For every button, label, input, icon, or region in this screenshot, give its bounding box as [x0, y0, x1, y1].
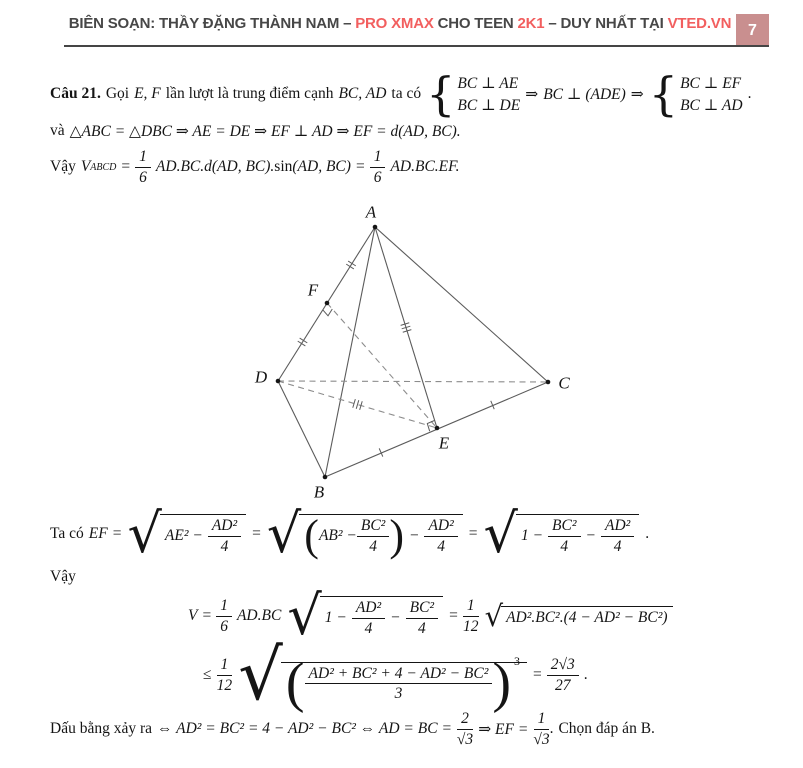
fraction — [208, 517, 241, 555]
denominator: 6 — [373, 168, 382, 186]
edge-DC — [278, 381, 548, 382]
numerator: 2 — [457, 710, 473, 729]
radical-sign — [127, 513, 161, 555]
square-root — [267, 513, 463, 555]
radical-sign — [267, 513, 301, 555]
vertex-dot-A — [373, 225, 378, 230]
denominator: 6 — [139, 168, 147, 186]
denominator: 4 — [560, 537, 569, 555]
math-run: 1 − — [520, 527, 544, 545]
text-run: ta có — [391, 85, 422, 102]
numerator: ( AD² + BC² + 4 − AD² − BC² — [305, 665, 493, 684]
denominator: 27 — [555, 676, 571, 694]
edge-FE — [327, 303, 437, 428]
period: . — [549, 720, 554, 737]
volume-formula-line — [50, 146, 459, 188]
numerator: 1 — [463, 597, 479, 616]
denominator: 12 — [216, 676, 233, 694]
square-root — [484, 513, 640, 555]
math-run: 1 − — [324, 609, 347, 627]
subscript: ABCD — [90, 161, 117, 173]
numerator: 1 — [217, 656, 233, 675]
text-run: Vậy — [50, 158, 76, 175]
equals-sign: = — [355, 158, 365, 175]
edge-AB — [325, 227, 375, 477]
inequality-line — [203, 642, 588, 708]
numerator: BC² — [406, 599, 438, 618]
radical-sign — [238, 648, 283, 703]
header-rule — [64, 45, 769, 47]
vertex-label-A: A — [365, 202, 377, 222]
case-row: BC ⊥ DE — [457, 96, 521, 114]
text-run: Ta có — [50, 525, 84, 542]
math-run: AD.BC.d(AD, BC). — [155, 158, 275, 175]
case-row: { BC ⊥ EF — [680, 74, 742, 92]
minus-sign: − — [409, 527, 420, 545]
denominator: √3 — [533, 730, 550, 748]
vertex-dot-F — [325, 301, 330, 306]
text-run: Vậy — [50, 568, 76, 585]
equals-sign: = — [468, 525, 478, 542]
equals-sign: = — [121, 158, 131, 175]
period: . — [747, 85, 752, 102]
text-run: Gọi — [105, 85, 130, 102]
denominator: 4 — [220, 537, 229, 555]
numerator: 1 — [135, 148, 151, 167]
math-run: △ABC = △DBC ⇒ AE = DE ⇒ EF ⊥ AD ⇒ EF = d(AD, BC). — [69, 122, 461, 140]
math-run: AD.BC — [236, 607, 282, 624]
numerator: AD² — [424, 517, 457, 536]
header-brand-vted: VTED.VN — [667, 15, 732, 32]
vay-label — [50, 566, 76, 588]
edge-DB — [278, 381, 325, 477]
period: . — [645, 525, 650, 542]
math-run: BC ⊥ (ADE) — [543, 85, 626, 103]
denominator: √3 — [456, 730, 474, 748]
numerator: 1 — [534, 710, 550, 729]
denominator: 3 — [394, 684, 403, 702]
conclusion-line — [50, 704, 655, 754]
fraction — [601, 517, 634, 555]
square-root — [127, 513, 246, 555]
math-run: E, F — [134, 85, 161, 102]
math-run: V — [80, 158, 91, 175]
header-text-segment: BIÊN SOẠN: THẦY ĐẶNG THÀNH NAM – — [68, 15, 356, 32]
denominator: 4 — [364, 619, 373, 637]
cases-system-2 — [649, 74, 743, 115]
math-run: EF — [88, 525, 108, 542]
stretched-parentheses — [286, 665, 511, 703]
leq-sign: ≤ — [203, 666, 212, 683]
numerator: 1 — [370, 148, 386, 167]
text-run: và — [50, 122, 65, 139]
denominator: 4 — [437, 537, 445, 555]
fraction — [135, 148, 151, 186]
denominator: 4 — [613, 537, 622, 555]
stretched-parentheses — [304, 517, 404, 555]
math-run: AD².BC².(4 − AD² − BC²) — [506, 609, 668, 627]
vertex-label-D: D — [254, 367, 268, 387]
fraction — [370, 148, 386, 186]
tick-mark-AF — [348, 261, 356, 266]
square-root — [287, 595, 443, 637]
fraction — [547, 656, 579, 694]
page-number-badge: 7 — [736, 14, 769, 47]
fraction — [533, 710, 549, 748]
fraction — [305, 665, 493, 703]
derivation-line — [50, 119, 461, 143]
header-title — [64, 15, 736, 32]
math-run: AE² − — [164, 527, 203, 545]
math-run: (AD, BC) — [292, 158, 351, 175]
math-run: ⇔ AD² = BC² = 4 − AD² − BC² ⇔ AD = BC = — [157, 720, 452, 737]
period: . — [583, 666, 588, 683]
right-angle-F — [323, 309, 333, 316]
numerator: BC² — [357, 517, 389, 536]
tetrahedron-diagram — [238, 195, 588, 507]
vertex-dot-E — [435, 426, 440, 431]
question-statement — [50, 64, 751, 124]
header-text-segment: – DUY NHẤT TẠI — [544, 15, 668, 32]
fraction — [457, 710, 473, 748]
equals-sign: = — [202, 607, 212, 624]
case-row: BC ⊥ AD — [680, 96, 743, 114]
equals-sign: = — [533, 666, 542, 683]
vertex-label-E: E — [438, 433, 450, 453]
minus-sign: − — [390, 609, 401, 627]
tick-mark-DE — [356, 400, 359, 409]
denominator: 6 — [220, 617, 228, 635]
tick-mark-FD — [298, 341, 306, 346]
function-name: sin — [274, 158, 293, 175]
radical-sign — [484, 513, 518, 555]
radical-sign — [287, 595, 321, 637]
fraction — [548, 517, 580, 555]
implies-arrow: ⇒ — [630, 85, 644, 103]
equals-sign: = — [112, 525, 122, 542]
numerator: AD² — [352, 599, 385, 618]
numerator: 2√3 — [547, 656, 579, 675]
vertex-dot-D — [276, 379, 281, 384]
numerator: BC² — [548, 517, 580, 536]
vertex-dot-B — [323, 475, 328, 480]
header-brand-pro-xmax: PRO XMAX — [355, 15, 434, 32]
fraction — [216, 597, 232, 635]
numerator: 1 — [216, 597, 232, 616]
text-run: lần lượt là trung điểm cạnh — [165, 85, 334, 102]
implies-arrow: ⇒ — [525, 85, 539, 103]
header-text-segment: CHO TEEN — [433, 15, 518, 32]
cases-system-1 — [426, 74, 520, 115]
fraction — [424, 517, 457, 555]
fraction — [357, 517, 389, 555]
fraction — [217, 656, 233, 694]
math-run: V — [188, 607, 198, 624]
vertex-dot-C — [546, 380, 551, 385]
fraction — [352, 599, 385, 637]
fraction — [406, 599, 438, 637]
denominator: 4 — [369, 537, 377, 555]
vertex-label-B: B — [313, 482, 325, 502]
exponent: 3 — [514, 653, 521, 668]
math-run: ( AB² − — [318, 527, 357, 545]
vertex-label-F: F — [307, 280, 319, 300]
denominator: 12 — [462, 617, 479, 635]
answer-choice: Chọn đáp án B. — [558, 720, 655, 737]
math-run: BC, AD — [338, 85, 387, 102]
equals-sign: = — [449, 607, 458, 624]
fraction — [463, 597, 479, 635]
denominator: 4 — [417, 619, 426, 637]
edge-AC — [375, 227, 548, 382]
vertex-label-C: C — [558, 373, 570, 393]
ef-formula-line — [50, 502, 649, 566]
square-root — [485, 605, 673, 628]
tick-mark-FD — [300, 338, 308, 343]
case-row: { BC ⊥ AE — [457, 74, 519, 92]
text-run: Dấu bằng xảy ra — [50, 720, 152, 737]
square-root — [238, 648, 527, 703]
numerator: AD² — [601, 517, 634, 536]
equals-sign: = — [252, 525, 261, 542]
math-run: ⇒ EF = — [478, 720, 529, 738]
numerator: AD² — [208, 517, 241, 536]
header-brand-2k1: 2K1 — [517, 15, 545, 32]
math-run: AD.BC.EF. — [390, 158, 460, 175]
tick-mark-AF — [346, 264, 354, 269]
minus-sign: − — [585, 527, 596, 545]
question-number: Câu 21. — [50, 85, 101, 102]
